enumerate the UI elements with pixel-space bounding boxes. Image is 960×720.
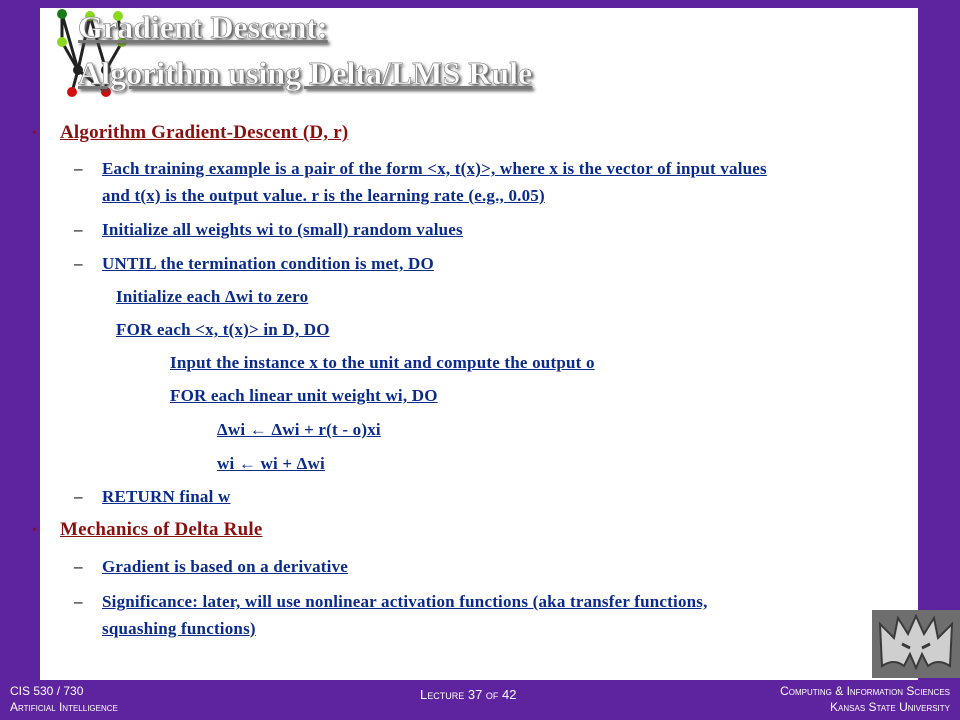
sub-item-significance: Significance: later, will use nonlinear activation functions (aka transfer functions, <box>102 592 708 611</box>
dash-icon: – <box>74 159 83 178</box>
sub-item-gradient: Gradient is based on a derivative <box>102 557 349 576</box>
wildcat-logo-icon <box>872 610 960 678</box>
sub-item-training-example-cont: and t(x) is the output value. r is the learning rate (e.g., 0.05) <box>102 186 545 205</box>
footer-course-name: Artificial Intelligence <box>10 700 118 714</box>
sub-item-initialize-weights: Initialize all weights wi to (small) random values <box>102 220 463 239</box>
sub-item-training-example: Each training example is a pair of the form <x, t(x)>, where x is the vector of input values <box>102 159 767 178</box>
step-for-each-weight: FOR each linear unit weight wi, DO <box>170 386 438 405</box>
footer-university: Kansas State University <box>830 700 950 714</box>
dash-icon: – <box>74 254 83 273</box>
bullet-mechanics: Mechanics of Delta Rule <box>60 519 263 540</box>
bullet-icon: • <box>32 126 37 141</box>
step-weight-update: wi ← wi + Δwi <box>217 454 325 473</box>
slide-panel <box>40 8 918 680</box>
slide-title-line1: Gradient Descent: <box>78 9 328 45</box>
step-delta-update: Δwi ← Δwi + r(t - o)xi <box>217 420 381 439</box>
sub-item-significance-cont: squashing functions) <box>102 619 256 638</box>
step-input-instance: Input the instance x to the unit and compute the output o <box>170 353 595 372</box>
slide-title-line2: Algorithm using Delta/LMS Rule <box>78 55 533 91</box>
left-frame <box>0 0 40 720</box>
footer-dept: Computing & Information Sciences <box>780 684 950 698</box>
dash-icon: – <box>74 592 83 611</box>
step-initialize-delta: Initialize each Δwi to zero <box>116 287 309 306</box>
footer-course: CIS 530 / 730 <box>10 684 84 698</box>
sub-item-return: RETURN final w <box>102 487 231 506</box>
bullet-icon: • <box>32 523 37 538</box>
sub-item-until: UNTIL the termination condition is met, DO <box>102 254 434 273</box>
bullet-algorithm: Algorithm Gradient-Descent (D, r) <box>60 122 349 143</box>
dash-icon: – <box>74 220 83 239</box>
dash-icon: – <box>74 487 83 506</box>
footer-lecture: Lecture 37 of 42 <box>420 687 517 702</box>
top-frame <box>0 0 960 8</box>
dash-icon: – <box>74 557 83 576</box>
step-for-each-example: FOR each <x, t(x)> in D, DO <box>116 320 330 339</box>
